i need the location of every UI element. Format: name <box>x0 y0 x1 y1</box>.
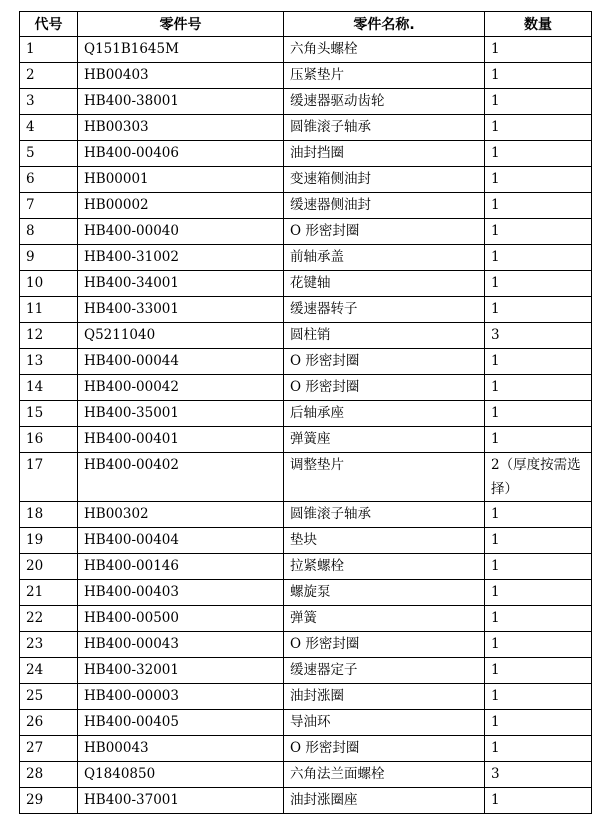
cell-quantity: 1 <box>485 710 592 736</box>
cell-quantity: 3 <box>485 323 592 349</box>
cell-part-number: HB400-35001 <box>78 401 284 427</box>
cell-quantity: 1 <box>485 63 592 89</box>
cell-code: 16 <box>20 427 78 453</box>
cell-part-number: HB400-32001 <box>78 658 284 684</box>
table-row <box>20 632 592 658</box>
table-header-row <box>20 12 592 37</box>
cell-part-number: HB400-00042 <box>78 375 284 401</box>
cell-part-name: 弹簧 <box>284 606 485 632</box>
table-row <box>20 401 592 427</box>
cell-code: 17 <box>20 453 78 502</box>
table-row <box>20 193 592 219</box>
cell-part-number: HB400-00406 <box>78 141 284 167</box>
cell-part-name: 花键轴 <box>284 271 485 297</box>
cell-part-name: O 形密封圈 <box>284 736 485 762</box>
cell-part-name: 缓速器转子 <box>284 297 485 323</box>
table-row <box>20 323 592 349</box>
cell-part-number: HB400-00404 <box>78 528 284 554</box>
cell-quantity: 1 <box>485 115 592 141</box>
cell-quantity: 1 <box>485 528 592 554</box>
cell-code: 5 <box>20 141 78 167</box>
cell-quantity: 1 <box>485 141 592 167</box>
cell-part-number: HB400-00044 <box>78 349 284 375</box>
table-row <box>20 453 592 502</box>
cell-part-name: 压紧垫片 <box>284 63 485 89</box>
header-part-name: 零件名称. <box>284 12 485 37</box>
cell-code: 11 <box>20 297 78 323</box>
header-code: 代号 <box>20 12 78 37</box>
cell-quantity: 1 <box>485 193 592 219</box>
cell-code: 29 <box>20 788 78 814</box>
table-row <box>20 219 592 245</box>
cell-code: 28 <box>20 762 78 788</box>
cell-part-name: 导油环 <box>284 710 485 736</box>
cell-part-name: 圆柱销 <box>284 323 485 349</box>
table-row <box>20 427 592 453</box>
cell-part-number: HB400-00003 <box>78 684 284 710</box>
cell-quantity: 1 <box>485 219 592 245</box>
cell-part-number: HB400-00401 <box>78 427 284 453</box>
table-row <box>20 115 592 141</box>
cell-quantity: 1 <box>485 736 592 762</box>
cell-part-number: HB00001 <box>78 167 284 193</box>
cell-part-number: HB400-37001 <box>78 788 284 814</box>
cell-code: 9 <box>20 245 78 271</box>
parts-table <box>19 11 592 814</box>
cell-quantity: 1 <box>485 502 592 528</box>
cell-part-number: HB400-31002 <box>78 245 284 271</box>
cell-part-name: 油封涨圈 <box>284 684 485 710</box>
cell-part-name: 拉紧螺栓 <box>284 554 485 580</box>
cell-quantity: 1 <box>485 632 592 658</box>
cell-part-name: 六角法兰面螺栓 <box>284 762 485 788</box>
cell-code: 27 <box>20 736 78 762</box>
cell-quantity: 3 <box>485 762 592 788</box>
cell-part-name: O 形密封圈 <box>284 219 485 245</box>
table-row <box>20 580 592 606</box>
cell-part-name: 六角头螺栓 <box>284 37 485 63</box>
cell-part-number: HB400-00402 <box>78 453 284 502</box>
cell-quantity: 1 <box>485 297 592 323</box>
table-row <box>20 788 592 814</box>
cell-part-name: 缓速器侧油封 <box>284 193 485 219</box>
cell-part-name: 后轴承座 <box>284 401 485 427</box>
table-row <box>20 554 592 580</box>
cell-code: 24 <box>20 658 78 684</box>
cell-part-name: 螺旋泵 <box>284 580 485 606</box>
table-row <box>20 245 592 271</box>
cell-part-number: HB400-00405 <box>78 710 284 736</box>
cell-code: 25 <box>20 684 78 710</box>
table-row <box>20 684 592 710</box>
cell-quantity: 1 <box>485 554 592 580</box>
cell-quantity: 1 <box>485 271 592 297</box>
cell-part-number: HB400-38001 <box>78 89 284 115</box>
cell-part-name: 圆锥滚子轴承 <box>284 115 485 141</box>
cell-part-number: HB400-00403 <box>78 580 284 606</box>
cell-part-number: HB400-00146 <box>78 554 284 580</box>
cell-quantity: 1 <box>485 684 592 710</box>
cell-part-name: 油封涨圈座 <box>284 788 485 814</box>
cell-part-name: O 形密封圈 <box>284 349 485 375</box>
cell-part-number: HB00303 <box>78 115 284 141</box>
table-row <box>20 528 592 554</box>
cell-code: 3 <box>20 89 78 115</box>
cell-part-name: 前轴承盖 <box>284 245 485 271</box>
table-row <box>20 736 592 762</box>
cell-part-number: HB00002 <box>78 193 284 219</box>
cell-part-number: HB400-00040 <box>78 219 284 245</box>
cell-part-name: 弹簧座 <box>284 427 485 453</box>
table-row <box>20 167 592 193</box>
cell-code: 20 <box>20 554 78 580</box>
cell-code: 1 <box>20 37 78 63</box>
table-row <box>20 375 592 401</box>
cell-part-number: HB00302 <box>78 502 284 528</box>
cell-quantity: 1 <box>485 349 592 375</box>
cell-part-name: O 形密封圈 <box>284 375 485 401</box>
cell-code: 26 <box>20 710 78 736</box>
table-row <box>20 89 592 115</box>
cell-part-number: HB400-34001 <box>78 271 284 297</box>
cell-code: 14 <box>20 375 78 401</box>
cell-part-name: 缓速器驱动齿轮 <box>284 89 485 115</box>
cell-code: 8 <box>20 219 78 245</box>
cell-part-name: 变速箱侧油封 <box>284 167 485 193</box>
cell-quantity: 1 <box>485 788 592 814</box>
header-quantity: 数量 <box>485 12 592 37</box>
cell-quantity: 1 <box>485 245 592 271</box>
cell-part-name: 垫块 <box>284 528 485 554</box>
header-part-number: 零件号 <box>78 12 284 37</box>
cell-quantity: 1 <box>485 375 592 401</box>
cell-part-name: O 形密封圈 <box>284 632 485 658</box>
cell-code: 10 <box>20 271 78 297</box>
table-row <box>20 762 592 788</box>
cell-part-name: 调整垫片 <box>284 453 485 502</box>
table-row <box>20 502 592 528</box>
cell-code: 7 <box>20 193 78 219</box>
table-row <box>20 63 592 89</box>
cell-part-number: HB400-33001 <box>78 297 284 323</box>
cell-quantity: 1 <box>485 89 592 115</box>
cell-code: 4 <box>20 115 78 141</box>
cell-code: 18 <box>20 502 78 528</box>
cell-part-number: Q5211040 <box>78 323 284 349</box>
cell-part-number: HB400-00043 <box>78 632 284 658</box>
cell-quantity: 1 <box>485 401 592 427</box>
cell-quantity: 2（厚度按需选择） <box>485 453 592 502</box>
cell-code: 15 <box>20 401 78 427</box>
cell-code: 19 <box>20 528 78 554</box>
cell-code: 13 <box>20 349 78 375</box>
cell-quantity: 1 <box>485 37 592 63</box>
cell-part-number: HB400-00500 <box>78 606 284 632</box>
cell-quantity: 1 <box>485 427 592 453</box>
cell-code: 23 <box>20 632 78 658</box>
cell-code: 22 <box>20 606 78 632</box>
cell-quantity: 1 <box>485 658 592 684</box>
table-row <box>20 141 592 167</box>
cell-part-name: 油封挡圈 <box>284 141 485 167</box>
cell-part-number: Q151B1645M <box>78 37 284 63</box>
cell-part-number: HB00403 <box>78 63 284 89</box>
cell-quantity: 1 <box>485 580 592 606</box>
table-row <box>20 658 592 684</box>
cell-part-number: Q1840850 <box>78 762 284 788</box>
cell-part-name: 圆锥滚子轴承 <box>284 502 485 528</box>
cell-code: 21 <box>20 580 78 606</box>
table-row <box>20 606 592 632</box>
table-row <box>20 297 592 323</box>
cell-part-name: 缓速器定子 <box>284 658 485 684</box>
table-row <box>20 349 592 375</box>
table-row <box>20 710 592 736</box>
table-row <box>20 271 592 297</box>
cell-quantity: 1 <box>485 167 592 193</box>
cell-code: 12 <box>20 323 78 349</box>
cell-quantity: 1 <box>485 606 592 632</box>
cell-code: 2 <box>20 63 78 89</box>
cell-code: 6 <box>20 167 78 193</box>
table-row <box>20 37 592 63</box>
cell-part-number: HB00043 <box>78 736 284 762</box>
